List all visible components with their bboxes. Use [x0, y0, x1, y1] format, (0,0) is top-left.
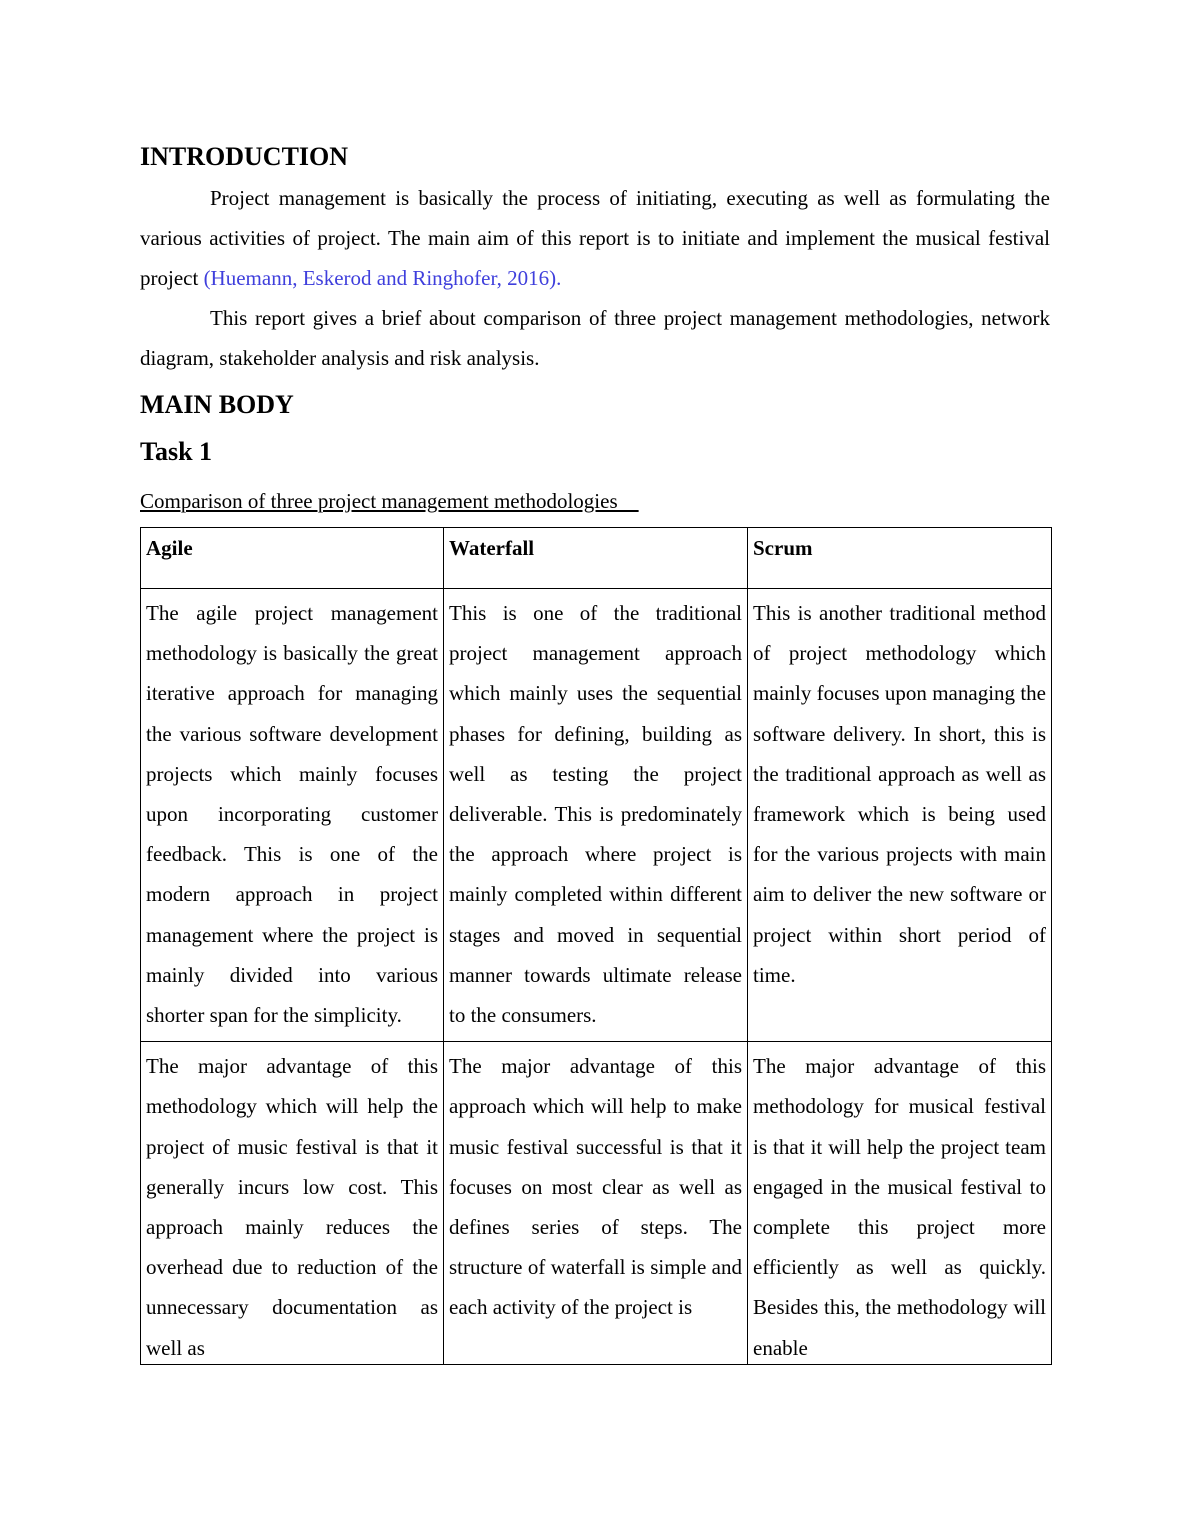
agile-advantage-cell: [141, 1042, 444, 1365]
table-header-row: [141, 528, 1052, 589]
header-agile: Agile: [141, 528, 444, 589]
task-heading: Task 1: [140, 437, 213, 466]
paragraph-text: Project management is basically the process of initiating, executing as well as formulating the various activities of project. The main aim of this report is to initiate and implement the musical festival project: [140, 186, 1050, 290]
waterfall-description-cell: This is one of the traditional project management approach which mainly uses the sequential phases for defining, building as well as testing the project deliverable. This is predominately the approach where project is mainly completed within different stages and moved in sequential manner towards ultimate release to the consumers.: [444, 589, 748, 1042]
header-scrum: Scrum: [748, 528, 1052, 589]
cell-text: The major advantage of this approach which will help to make music festival successful is that it focuses on most clear as well as defines series of steps. The structure of waterfall is simple and each activity of the project is: [449, 1054, 742, 1320]
table-caption: Comparison of three project management methodologies: [140, 489, 639, 513]
waterfall-advantage-cell: [444, 1042, 748, 1365]
introduction-paragraph-1: [140, 178, 1050, 298]
methodology-comparison-table: [140, 527, 1052, 1365]
agile-description-cell: The agile project management methodology is basically the great iterative approach for managing the various software development projects which mainly focuses upon incorporating customer feedback. This is one of the modern approach in project management where the project is mainly divided into various shorter span for the simplicity.: [141, 589, 444, 1042]
introduction-heading: INTRODUCTION: [140, 142, 349, 171]
cell-text: The major advantage of this methodology for musical festival is that it will help the project team engaged in the musical festival to complete this project more efficiently as well as quickly. Besides this, the methodology will enable: [753, 1054, 1046, 1360]
table-row: [141, 589, 1052, 1042]
cell-text: The major advantage of this methodology which will help the project of music festival is that it generally incurs low cost. This approach mainly reduces the overhead due to reduction of the unnecessary documentation as well as: [146, 1054, 438, 1360]
table-row: [141, 1042, 1052, 1365]
scrum-advantage-cell: [748, 1042, 1052, 1365]
citation-link[interactable]: (Huemann, Eskerod and Ringhofer, 2016).: [203, 266, 562, 290]
document-page: [140, 140, 1050, 1365]
header-waterfall: Waterfall: [444, 528, 748, 589]
introduction-paragraph-2: This report gives a brief about comparison of three project management methodologies, network diagram, stakeholder analysis and risk analysis.: [140, 306, 1050, 370]
main-body-heading: MAIN BODY: [140, 390, 294, 419]
scrum-description-cell: This is another traditional method of project methodology which mainly focuses upon managing the software delivery. In short, this is the traditional approach as well as framework which is being used for the various projects with main aim to deliver the new software or project within short period of time.: [748, 589, 1052, 1042]
